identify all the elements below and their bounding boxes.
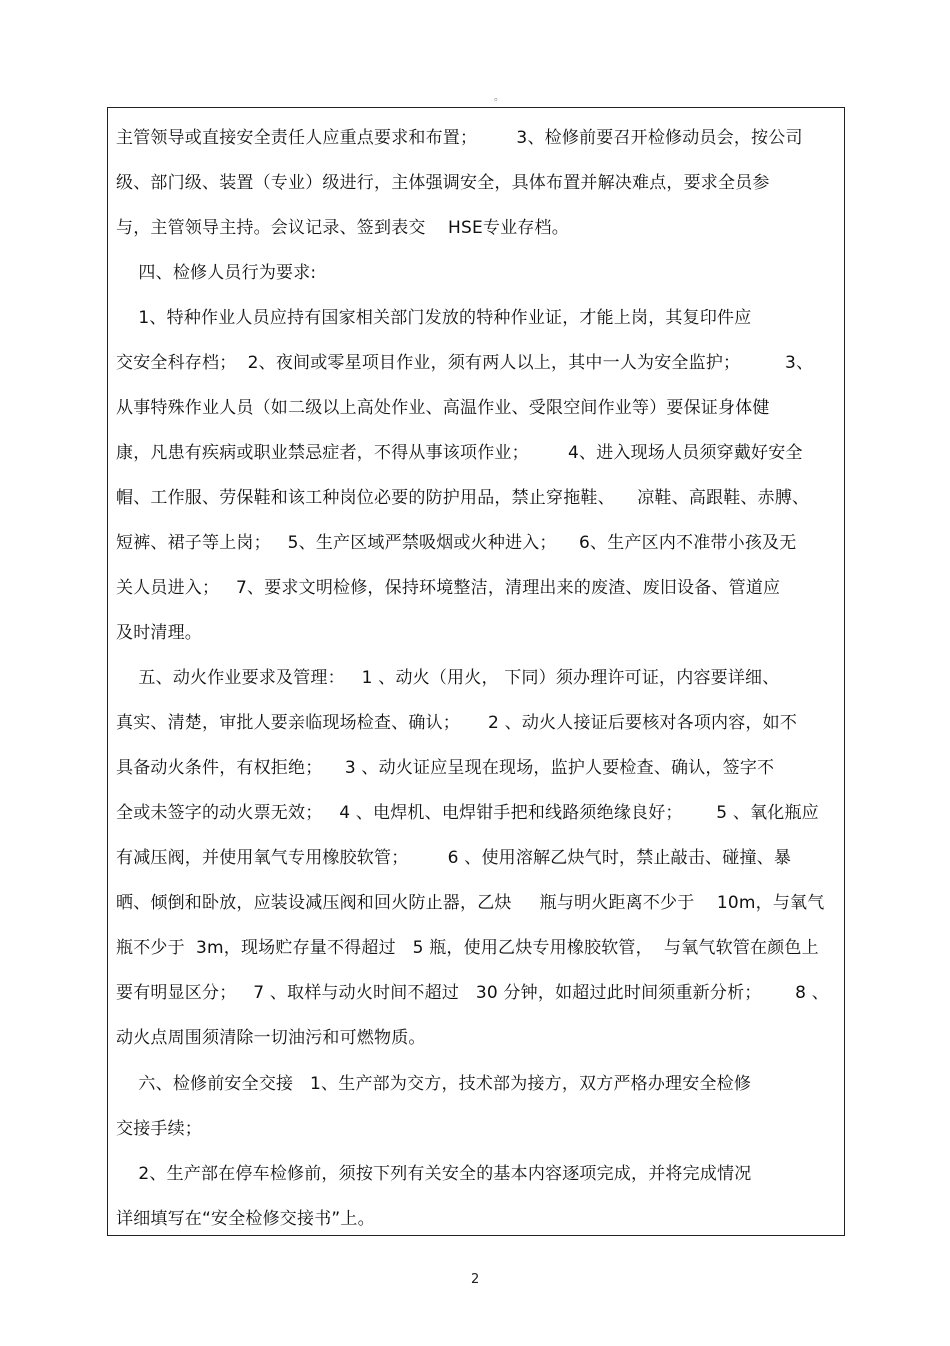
text-line: 主管领导或直接安全责任人应重点要求和布置； 3、检修前要召开检修动员会，按公司 xyxy=(116,128,803,148)
text-line: 与，主管领导主持。会议记录、签到表交 HSE专业存档。 xyxy=(116,218,569,238)
text-line: 瓶不少于 3m，现场贮存量不得超过 5 瓶，使用乙炔专用橡胶软管， 与氧气软管在颜色上 xyxy=(116,938,819,958)
text-line: 2、生产部在停车检修前，须按下列有关安全的基本内容逐项完成，并将完成情况 xyxy=(116,1164,752,1184)
text-line: 交安全科存档； 2、夜间或零星项目作业，须有两人以上，其中一人为安全监护； 3、 xyxy=(116,353,814,373)
text-line: 要有明显区分； 7 、取样与动火时间不超过 30 分钟，如超过此时间须重新分析； 8 、 xyxy=(116,983,829,1003)
text-line: 全或未签字的动火票无效； 4 、电焊机、电焊钳手把和线路须绝缘良好； 5 、氧化瓶应 xyxy=(116,803,819,823)
text-line: 帽、工作服、劳保鞋和该工种岗位必要的防护用品，禁止穿拖鞋、 凉鞋、高跟鞋、赤膊、 xyxy=(116,488,810,508)
text-line: 级、部门级、装置（专业）级进行，主体强调安全，具体布置并解决难点，要求全员参 xyxy=(116,173,770,193)
text-line: 晒、倾倒和卧放，应装设减压阀和回火防止器，乙炔 瓶与明火距离不少于 10m，与氧气 xyxy=(116,893,825,913)
text-line: 交接手续； xyxy=(116,1119,202,1139)
text-line: 康，凡患有疾病或职业禁忌症者，不得从事该项作业； 4、进入现场人员须穿戴好安全 xyxy=(116,443,803,463)
text-line: 1、特种作业人员应持有国家相关部门发放的特种作业证，才能上岗，其复印件应 xyxy=(116,308,752,328)
page-number: 2 xyxy=(471,1272,480,1287)
text-line: 真实、清楚，审批人要亲临现场检查、确认； 2 、动火人接证后要核对各项内容，如不 xyxy=(116,713,798,733)
text-line: 五、动火作业要求及管理： 1 、动火（用火， 下同）须办理许可证，内容要详细、 xyxy=(116,668,780,688)
text-line: 具备动火条件，有权拒绝； 3 、动火证应呈现在现场，监护人要检查、确认，签字不 xyxy=(116,758,775,778)
text-line: 动火点周围须清除一切油污和可燃物质。 xyxy=(116,1028,426,1048)
text-line: 从事特殊作业人员（如二级以上高处作业、高温作业、受限空间作业等）要保证身体健 xyxy=(116,398,770,418)
text-line: 短裤、裙子等上岗； 5、生产区域严禁吸烟或火种进入； 6、生产区内不准带小孩及无 xyxy=(116,533,797,553)
text-line: 六、检修前安全交接 1、生产部为交方，技术部为接方，双方严格办理安全检修 xyxy=(116,1074,752,1094)
text-line: 及时清理。 xyxy=(116,623,202,643)
text-line: 四、检修人员行为要求: xyxy=(116,263,317,283)
text-line: 关人员进入； 7、要求文明检修，保持环境整洁，清理出来的废渣、废旧设备、管道应 xyxy=(116,578,781,598)
text-line: 有减压阀，并使用氧气专用橡胶软管； 6 、使用溶解乙炔气时，禁止敲击、碰撞、暴 xyxy=(116,848,792,868)
page-top-mark: 。 xyxy=(494,92,504,103)
text-line: 详细填写在“安全检修交接书”上。 xyxy=(116,1209,375,1229)
